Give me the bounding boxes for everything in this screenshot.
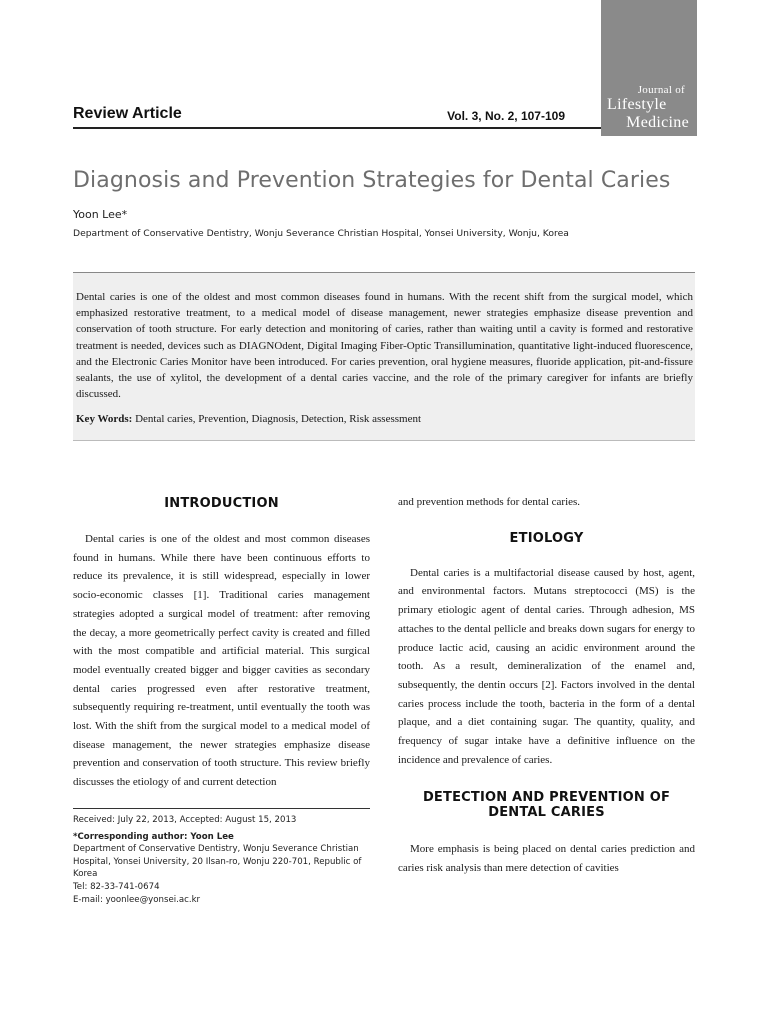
abstract-text: Dental caries is one of the oldest and most common diseases found in humans. With the recent shift from the surgical model, which emphasized restorative treatment, to a medical model of disease management, newer strategies emphasize disease prevention and conservation of tooth structure. For early detection and monitoring of caries, rather than waiting until a cavity is formed and restorative treatment is needed, devices such as DIAGNOdent, Digital Imaging Fiber-Optic Transillumination, quantitative light-induced fluorescence, and the Electronic Caries Monitor have been introduced. For caries prevention, oral hygiene measures, fluoride application, pit-and-fissure sealants, the use of xylitol, the development of a dental caries vaccine, and the role of the primary caregiver for infants are briefly discussed.	[76, 291, 693, 401]
left-column	[73, 496, 370, 792]
corresponding-email: E-mail: yoonlee@yonsei.ac.kr	[73, 894, 201, 905]
footnotes	[73, 814, 373, 906]
section-heading-detection-line1: DETECTION AND PREVENTION OF	[422, 790, 671, 806]
corresponding-author: *Corresponding author: Yoon Lee	[73, 831, 234, 842]
section-heading-detection-line2: DENTAL CARIES	[488, 805, 605, 821]
section-heading-introduction: INTRODUCTION	[164, 496, 279, 511]
journal-logo	[601, 0, 697, 136]
section-heading-detection	[398, 790, 695, 820]
abstract-box	[73, 272, 695, 441]
corresponding-address: Department of Conservative Dentistry, Wonju Severance Christian Hospital, Yonsei University, 20 Ilsan-ro, Wonju 220-701, Republic of Korea	[73, 844, 362, 880]
journal-logo-line1: Journal of	[637, 84, 685, 96]
right-column	[398, 496, 695, 878]
keywords-list: Dental caries, Prevention, Diagnosis, Detection, Risk assessment	[135, 413, 422, 425]
etiology-paragraph: Dental caries is a multifactorial disease caused by host, agent, and environmental factors. Mutans streptococci (MS) is the primary etiologic agent of dental caries. Through adhesion, MS attaches to the dental pellicle and breaks down sugars for energy to produce lactic acid, causing an acidic environment around the tooth. As a result, demineralization of the enamel and, subsequently, the dentin occurs [2]. Factors involved in the dental caries process include the tooth, bacteria in the form of a dental plaque, and a diet containing sugar. The quantity, quality, and frequency of sugar intake have a definitive influence on the incidence and prevalence of caries.	[398, 566, 695, 766]
section-heading-etiology: ETIOLOGY	[509, 530, 584, 546]
author-affiliation: Department of Conservative Dentistry, Wonju Severance Christian Hospital, Yonsei University, Wonju, Korea	[73, 228, 569, 239]
article-title: Diagnosis and Prevention Strategies for Dental Caries	[73, 168, 671, 193]
footnote-divider	[73, 808, 370, 809]
keywords	[76, 413, 693, 425]
received-dates: Received: July 22, 2013, Accepted: August 15, 2013	[73, 815, 297, 825]
detection-paragraph: More emphasis is being placed on dental caries prediction and caries risk analysis than mere detection of cavities	[398, 843, 695, 875]
volume-info: Vol. 3, No. 2, 107-109	[447, 109, 565, 123]
corresponding-tel: Tel: 82-33-741-0674	[73, 881, 160, 892]
journal-logo-line3: Medicine	[626, 114, 689, 131]
header-divider	[73, 127, 601, 129]
introduction-paragraph: Dental caries is one of the oldest and most common diseases found in humans. While there have been continuous efforts to reduce its prevalence, it is still widespread, especially in lower socio-economic classes [1]. Traditional caries management strategies adopted a surgical model of treatment: after removing the decay, a more geometrically perfect cavity is created and filled with the most compatible and artificial material. This surgical model eventually created bigger and bigger cavities as secondary dental caries progressed even after restorative treatment, subsequently requiring re-treatment, until eventually the tooth was lost. With the shift from the surgical model to a medical model of disease management, the newer strategies emphasize disease prevention and conservation of tooth structure. This review briefly discusses the etiology of and current detection	[73, 533, 370, 789]
article-type: Review Article	[73, 105, 182, 122]
keywords-label: Key Words:	[76, 413, 133, 425]
introduction-continuation: and prevention methods for dental caries.	[398, 496, 581, 508]
author-name: Yoon Lee*	[73, 208, 128, 221]
journal-logo-line2: Lifestyle	[607, 96, 667, 113]
